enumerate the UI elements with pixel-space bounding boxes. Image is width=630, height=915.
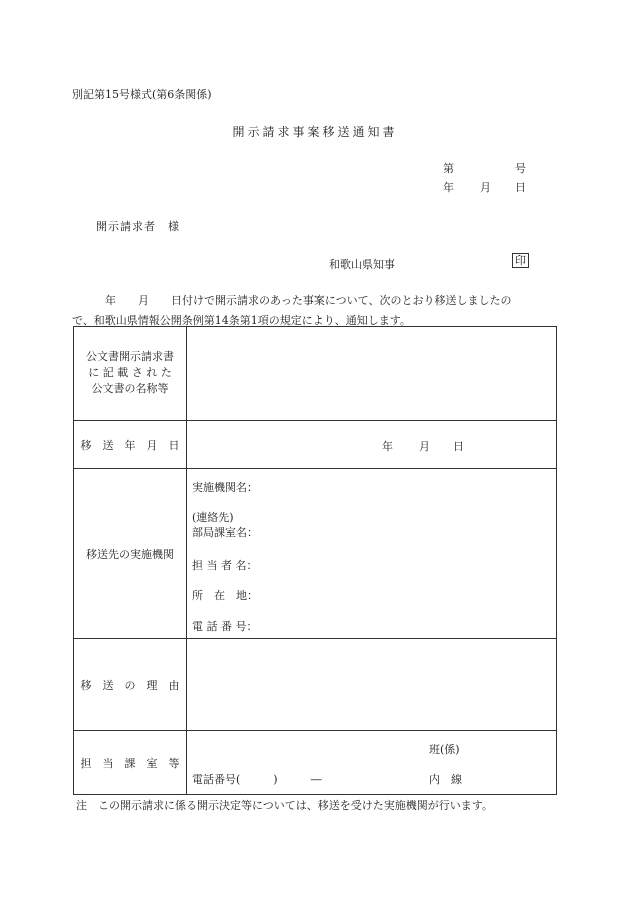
seal-mark: 印	[512, 253, 529, 268]
destination-agency: 実施機関名：	[192, 481, 258, 494]
date-year: 年	[443, 181, 454, 194]
field-destination[interactable]	[187, 469, 557, 639]
label-line-2: に 記 載 さ れ た	[88, 365, 172, 379]
destination-address: 所 在 地：	[192, 589, 258, 602]
number-go: 号	[515, 162, 526, 175]
body-line-1: 年 月 日付けで開示請求のあった事案について、次のとおり移送しましたの	[72, 294, 512, 307]
destination-phone: 電 話 番 号：	[192, 620, 258, 633]
number-dai: 第	[443, 162, 454, 175]
destination-person: 担 当 者 名：	[192, 559, 258, 572]
label-document-name	[74, 327, 187, 421]
contact-naisen: 内 線	[429, 773, 462, 786]
row-transfer-date	[74, 421, 557, 469]
label-line-3: 公文書の名称等	[91, 381, 169, 395]
label-destination: 移送先の実施機関	[74, 469, 187, 639]
transfer-date-day: 日	[453, 439, 464, 453]
row-contact-section	[74, 731, 557, 795]
date-day: 日	[515, 181, 526, 194]
transfer-date-year: 年	[382, 439, 393, 453]
field-transfer-date[interactable]	[187, 421, 557, 469]
label-line-1: 公文書開示請求書	[86, 349, 174, 363]
form-label: 別記第15号様式(第6条関係)	[72, 88, 212, 101]
row-document-name	[74, 327, 557, 421]
footnote: 注 この開示請求に係る開示決定等については、移送を受けた実施機関が行います。	[76, 799, 493, 812]
date-month: 月	[480, 181, 491, 194]
governor-name: 和歌山県知事	[329, 258, 395, 271]
row-reason	[74, 639, 557, 731]
body-line-2: で、和歌山県情報公開条例第14条第1項の規定により、通知します。	[72, 314, 411, 327]
label-reason: 移 送 の 理 由	[74, 639, 187, 731]
label-transfer-date: 移 送 年 月 日	[74, 421, 187, 469]
destination-dept: 部局課室名：	[192, 526, 258, 539]
label-contact-section: 担 当 課 室 等	[74, 731, 187, 795]
destination-contact: (連絡先)	[192, 511, 234, 524]
row-destination	[74, 469, 557, 639]
page-title: 開示請求事案移送通知書	[232, 125, 398, 139]
contact-phone: 電話番号( ) ―	[192, 773, 322, 786]
field-document-name[interactable]	[187, 327, 557, 421]
requester-line: 開示請求者 様	[96, 220, 180, 233]
field-reason[interactable]	[187, 639, 557, 731]
notice-form-table	[73, 326, 557, 795]
transfer-date-month: 月	[419, 439, 430, 453]
contact-han: 班(係)	[429, 743, 460, 756]
field-contact-section[interactable]	[187, 731, 557, 795]
